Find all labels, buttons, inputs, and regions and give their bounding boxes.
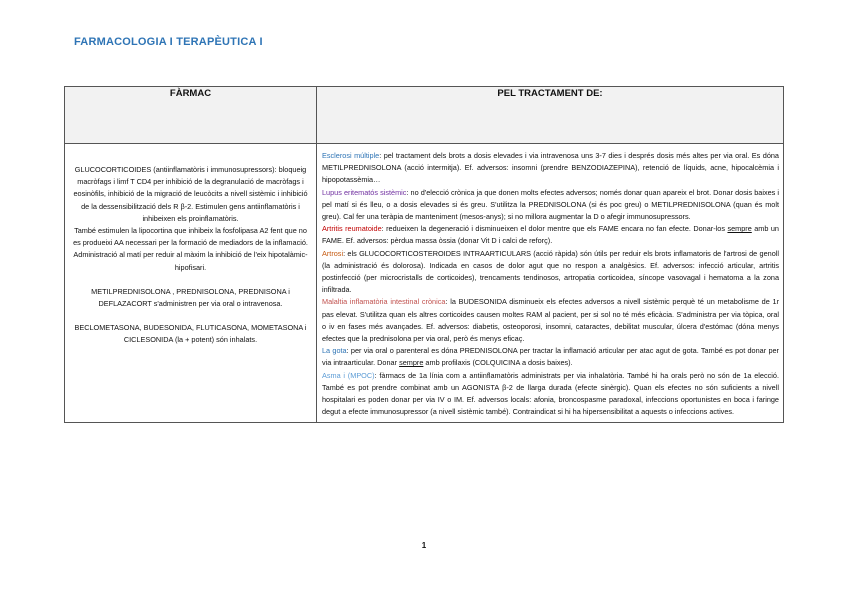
column-header-treatment: PEL TRACTAMENT DE: xyxy=(317,87,784,144)
drug-table xyxy=(64,86,784,423)
label-malaltia: Malaltia inflamatòria intestinal crònica xyxy=(322,297,446,307)
label-esclerosi: Esclerosi múltiple xyxy=(322,151,380,160)
document-title: FARMACOLOGIA I TERAPÈUTICA I xyxy=(74,36,263,48)
entry-gota xyxy=(322,345,779,369)
inhaled-drugs: BECLOMETASONA, BUDESONIDA, FLUTICASONA, MOMETASONA i CICLESONIDA (la + potent) són inhalats. xyxy=(74,323,307,345)
entry-malaltia xyxy=(322,296,779,345)
lipocortin-note: També estimulen la lipocortina que inhibeix la fosfolipasa A2 fent que no es produeixi AA necessari per la formació de mediadors de la inflamació. xyxy=(73,226,308,248)
treatment-cell xyxy=(317,144,784,423)
label-gota: La gota xyxy=(322,346,347,356)
entry-artritis xyxy=(322,223,779,247)
table-header-row xyxy=(65,87,784,144)
underline-artritis: sempre xyxy=(727,224,752,234)
text-esclerosi: : pel tractament dels brots a dosis elevades i via intravenosa uns 3-7 dies i després dosis més altes per via oral. Es dóna METILPREDNISOLONA (acció intermitja). Ef. adversos: insomni (prendre BENZODIAZEPINA), retenció de líquids, acne, hipocalcèmia i hipopotassèmia… xyxy=(322,151,779,185)
entry-esclerosi xyxy=(322,150,779,187)
column-header-drug: FÀRMAC xyxy=(65,87,317,144)
label-lupus: Lupus eritematós sistèmic xyxy=(322,187,407,197)
table-row xyxy=(65,144,784,423)
text-malaltia: : la BUDESONIDA disminueix els efectes adversos a nivell sistèmic perquè té un metabolisme de 1r pas elevat. S'utilitza quan els altres corticoides causen moltes RAM al pacient, per si sol no té més eficàcia. S'administra per via tòpica, oral o iv en fases més avançades. Ef. adversos: diabetis, osteoporosi, insomni, cataractes, debilitat muscular, úlcera d'estómac (dóna menys efectes que la prednisolona per via oral, però és menys eficaç. xyxy=(322,297,780,344)
label-asma: Asma i (MPOC) xyxy=(322,370,375,380)
entry-artrosi xyxy=(322,248,779,297)
label-artrosi: Artrosi xyxy=(322,248,344,258)
drug-cell xyxy=(65,144,317,423)
text-gota-b: amb profilaxis (COLQUICINA a dosis baixes). xyxy=(423,358,573,368)
text-gota-a: : per via oral o parenteral es dóna PREDNISOLONA per tractar la inflamació articular per atac agut de gota. També es pot donar per via intraarticular. Donar xyxy=(322,346,779,368)
label-artritis: Artritis reumatoide xyxy=(322,224,382,234)
entry-lupus xyxy=(322,187,779,224)
text-artrosi: : els GLUCOCORTICOSTEROIDES INTRAARTICULARS (acció ràpida) són útils per reduir els brots inflamatoris de l'artrosi de genoll (la administració és dolorosa). Indicada en casos de dolor agut que no respon a analgèsics. Ef. adversos: infecció articular, artritis postinfecció (per microcristalls de corticoides), trencaments tendinosos, artropatia corticoidea, síncope vasovagal i hematoma a la zona infiltrada. xyxy=(322,248,779,295)
administration-note: Administració al matí per reduir al màxim la inhibició de l'eix hipotalàmic-hipofisari. xyxy=(73,250,308,272)
text-artritis-b: amb un FAME. Ef. adversos: pèrdua massa òssia (donar Vit D i calci de reforç). xyxy=(322,224,779,246)
entry-asma xyxy=(322,370,779,419)
page-number: 1 xyxy=(421,541,427,550)
glucocorticoid-description: GLUCOCORTICOIDES (antiinflamatòris i immunosupressors): bloqueig macròfags i limf T CD4 per inhibició de la degranulació de macròfags i eosinòfils, inhibició de la migració de leucòcits a nivell sistèmic i inhibició de la dessensibilització dels R β-2. Estimulen gens antiinflamatòris i inhibeixen els proinflamatòris. xyxy=(73,165,308,223)
underline-gota: sempre xyxy=(399,358,424,368)
text-lupus: : no d'elecció crònica ja que donen molts efectes adversos; només donar quan apareix el brot. Donar dosis baixes i pel matí si és lleu, o a dosis elevades si és greu. S'utilitza la PREDNISOLONA (si és poc greu) o METILPREDNISOLONA (quan és molt greu). Cal fer una teràpia de manteniment (mesos-anys); si no millora augmentar la D o afegir immunosupressors. xyxy=(322,187,779,222)
oral-iv-drugs: METILPREDNISOLONA , PREDNISOLONA, PREDNISONA i DEFLAZACORT s'administren per via oral o intravenosa. xyxy=(91,286,290,309)
text-asma: : fàrmacs de 1a línia com a antiinflamatòris administrats per via inhalatòria. També hi ha orals però no són de 1a elecció. També es pot prendre combinat amb un AGONISTA β-2 de llarga durada (efecte sinèrgic). Quan els efectes no són suficients a nivell hospitalari es poden donar per via IV o IM. Ef. adversos locals: afonia, broncospasme paradoxal, infeccions oportunistes en boca i faringe degut a efecte immunosupressor (a nivell sistèmic també). Contraindicat si hi ha hipersensibilitat a aquests o infeccions actives. xyxy=(322,370,779,417)
text-artritis-a: : redueixen la degeneració i disminueixen el dolor mentre que els FAME encara no fan efecte. Donar-los xyxy=(381,224,728,234)
